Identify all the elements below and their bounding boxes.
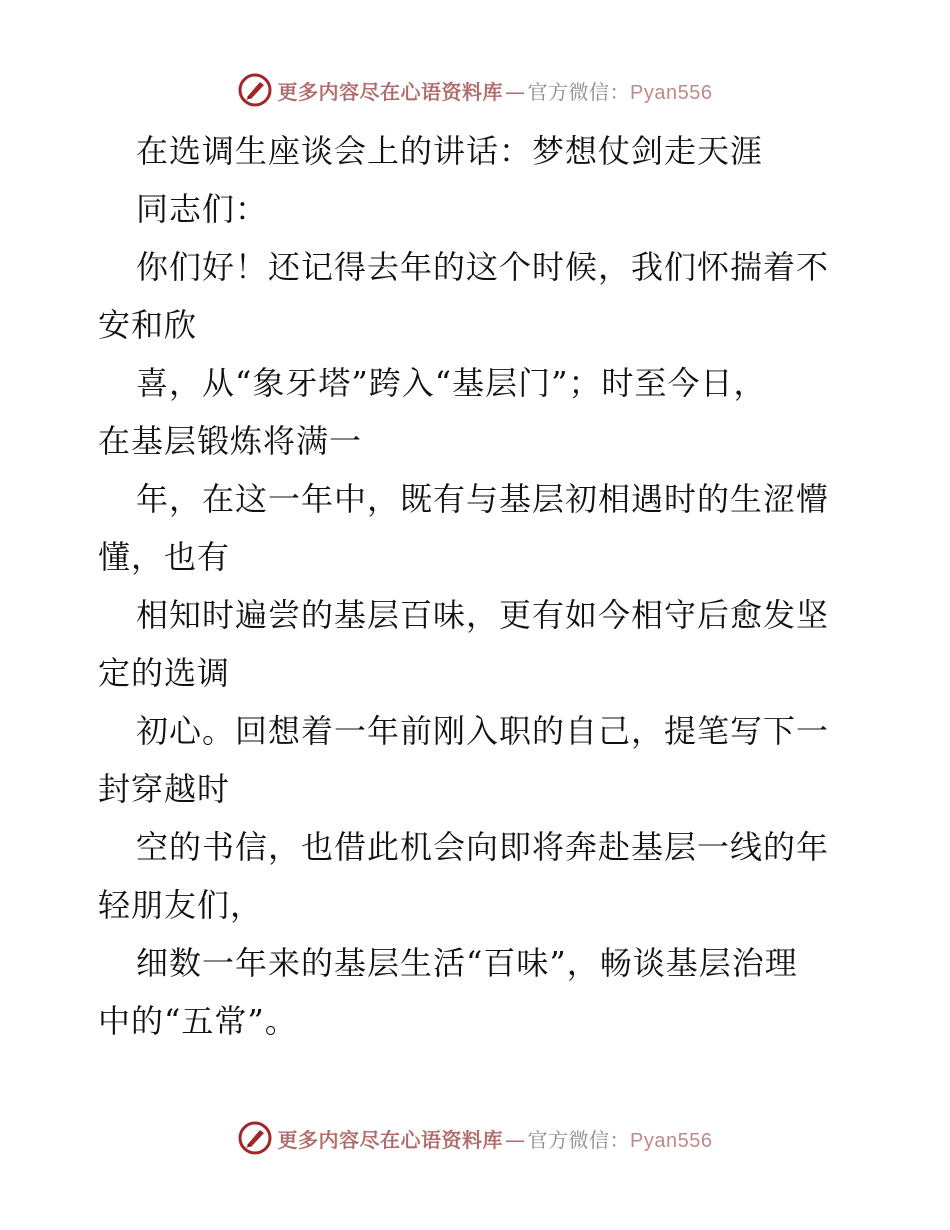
text-line: 喜，从“象牙塔”跨入“基层门”；时至今日， [136, 364, 767, 402]
text-line: 你们好！还记得去年的这个时候，我们怀揣着不 [136, 248, 830, 286]
header-label: 官方微信： [527, 79, 631, 104]
footer-dash: — [505, 1127, 526, 1152]
text-line: 在基层锻炼将满一 [98, 422, 363, 460]
text-line: 轻朋友们， [98, 886, 264, 924]
footer-brand: 更多内容尽在心语资料库 [277, 1127, 504, 1152]
document-body [98, 122, 858, 1050]
page-header [0, 70, 950, 110]
document-title: 在选调生座谈会上的讲话：梦想仗剑走天涯 [136, 132, 764, 170]
header-brand: 更多内容尽在心语资料库 [277, 79, 504, 104]
text-line: 细数一年来的基层生活“百味”，畅谈基层治理 [136, 944, 798, 982]
page-footer [0, 1118, 950, 1158]
footer-label: 官方微信： [527, 1127, 631, 1152]
text-line: 相知时遍尝的基层百味，更有如今相守后愈发坚 [136, 596, 830, 634]
text-line: 安和欣 [98, 306, 198, 344]
footer-banner-text [278, 1124, 713, 1153]
salutation: 同志们： [136, 190, 269, 228]
header-account: Pyan556 [630, 81, 713, 104]
text-line: 中的“五常”。 [98, 1002, 298, 1040]
brush-logo-icon [238, 1121, 272, 1155]
text-line: 封穿越时 [98, 770, 231, 808]
text-line: 定的选调 [98, 654, 231, 692]
text-line: 初心。回想着一年前刚入职的自己，提笔写下一 [136, 712, 830, 750]
text-line: 年，在这一年中，既有与基层初相遇时的生涩懵 [136, 480, 830, 518]
text-line: 懂，也有 [98, 538, 231, 576]
header-dash: — [505, 79, 526, 104]
footer-account: Pyan556 [630, 1129, 713, 1152]
text-line: 空的书信，也借此机会向即将奔赴基层一线的年 [136, 828, 830, 866]
brush-logo-icon [238, 73, 272, 107]
header-banner-text [278, 76, 713, 105]
